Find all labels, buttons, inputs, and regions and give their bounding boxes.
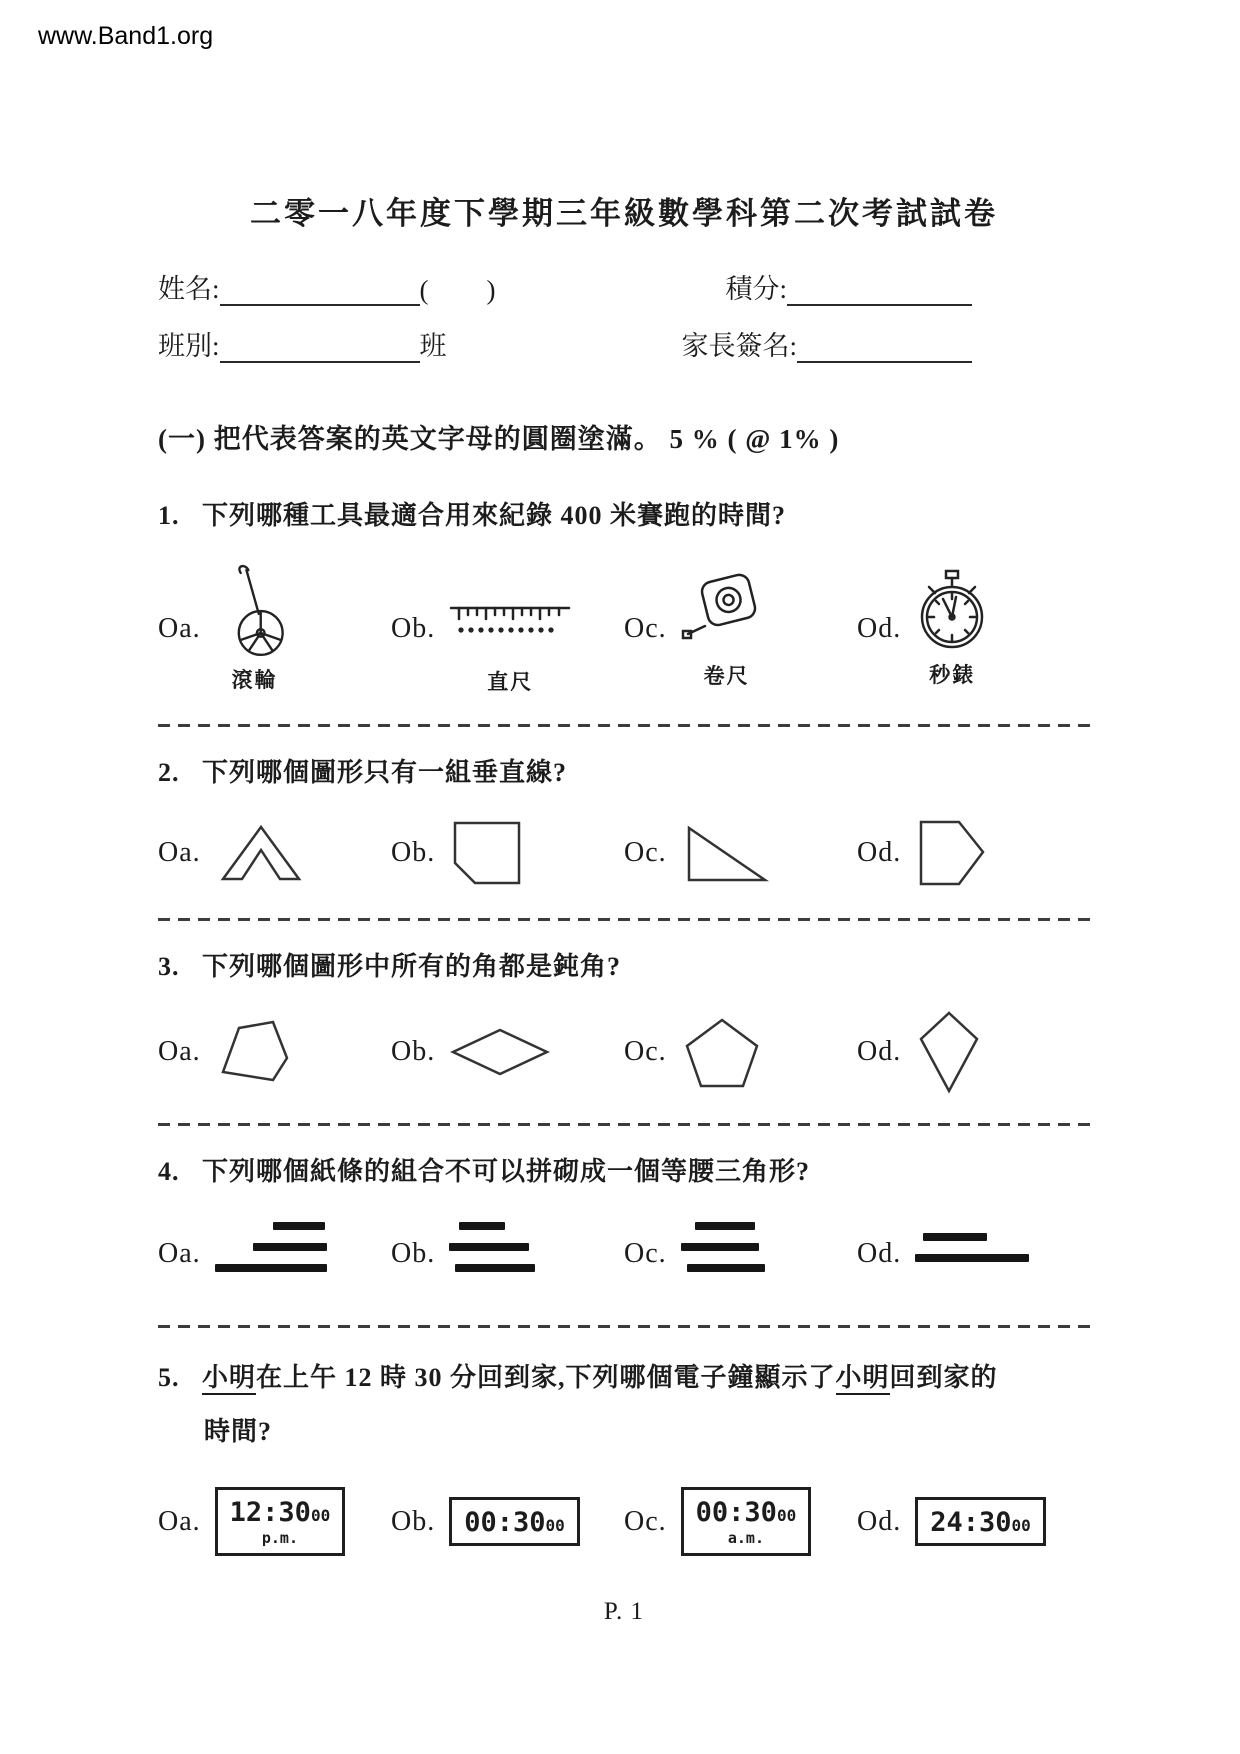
- pointed-pentagon-shape: [915, 816, 989, 890]
- question-5-text-line2: 時間?: [204, 1417, 273, 1447]
- digital-clock: 12:3000 p.m.: [215, 1487, 346, 1557]
- question-1-text: 1. 下列哪種工具最適合用來紀錄 400 米賽跑的時間?: [158, 496, 1090, 536]
- option-bubble-label: Oa.: [158, 1035, 201, 1067]
- tool-caption: 卷尺: [703, 664, 750, 689]
- question-2-text: 2. 下列哪個圖形只有一組垂直線?: [158, 753, 1090, 793]
- stopwatch-icon: [915, 569, 989, 655]
- question-2: [158, 753, 1090, 889]
- question-3: [158, 947, 1090, 1095]
- square-cut-corner-shape: [449, 817, 525, 889]
- question-3-option-c: [624, 1009, 857, 1095]
- exam-title: 二零一八年度下學期三年級數學科第二次考試試卷: [250, 196, 998, 231]
- question-5-option-d: [857, 1497, 1090, 1547]
- option-bubble-label: Od.: [857, 836, 902, 868]
- header-fields: [158, 267, 1090, 363]
- dashed-separator: [158, 1325, 1090, 1328]
- measuring-wheel-icon: [215, 564, 295, 660]
- digital-clock: 00:3000: [449, 1497, 580, 1547]
- paper-strips: [681, 1222, 765, 1285]
- score-blank-line: [787, 280, 972, 306]
- question-4-number: 4.: [158, 1156, 180, 1186]
- question-2-option-d: [857, 816, 1090, 890]
- wide-rhombus-shape: [449, 1024, 551, 1080]
- name-score-row: [158, 267, 1090, 306]
- chevron-shape: [215, 817, 307, 889]
- parent-signature-label: 家長簽名:: [681, 331, 797, 361]
- question-4-text: 4. 下列哪個紙條的組合不可以拼砌成一個等腰三角形?: [158, 1152, 1090, 1192]
- question-1-number: 1.: [158, 501, 180, 530]
- question-4: [158, 1152, 1090, 1285]
- class-number-paren-open: (: [419, 275, 429, 305]
- option-bubble-label: Oa.: [158, 1505, 201, 1537]
- tool-caption: 直尺: [487, 670, 534, 695]
- question-1-option-a: [158, 562, 391, 696]
- question-4-option-d: [857, 1222, 1090, 1285]
- question-5-text: 5. 小明在上午 12 時 30 分回到家,下列哪個電子鐘顯示了小明回到家的: [158, 1358, 1090, 1398]
- option-bubble-label: Oc.: [624, 1237, 667, 1269]
- underlined-name: 小明: [202, 1363, 256, 1395]
- page-number: P. 1: [603, 1598, 645, 1626]
- question-4-options: [158, 1222, 1090, 1285]
- question-1-options: [158, 562, 1090, 696]
- digital-clock: 24:3000: [915, 1497, 1046, 1547]
- option-bubble-label: Od.: [857, 613, 902, 645]
- dashed-separator: [158, 918, 1090, 921]
- question-3-options: [158, 1009, 1090, 1095]
- question-1-option-c: [624, 562, 857, 696]
- question-4-option-a: [158, 1222, 391, 1285]
- question-2-option-c: [624, 816, 857, 890]
- question-4-option-c: [624, 1222, 857, 1285]
- question-3-option-d: [857, 1009, 1090, 1095]
- paper-strips: [215, 1222, 327, 1285]
- option-bubble-label: Oc.: [624, 1505, 667, 1537]
- dashed-separator: [158, 724, 1090, 727]
- question-2-number: 2.: [158, 758, 180, 788]
- tool-caption: 秒錶: [929, 663, 976, 688]
- question-5-option-b: [391, 1497, 624, 1547]
- question-2-options: [158, 816, 1090, 890]
- question-5: [158, 1358, 1090, 1556]
- clock-meridiem: a.m.: [727, 1529, 764, 1548]
- class-suffix: 班: [419, 331, 447, 361]
- dashed-separator: [158, 1123, 1090, 1126]
- question-1: [158, 496, 1090, 696]
- option-bubble-label: Oa.: [158, 836, 201, 868]
- question-4-option-b: [391, 1222, 624, 1285]
- question-3-option-a: [158, 1009, 391, 1095]
- class-number-paren-close: ): [486, 275, 496, 305]
- option-bubble-label: Od.: [857, 1237, 902, 1269]
- option-bubble-label: Oc.: [624, 613, 667, 645]
- name-blank-line: [220, 280, 420, 306]
- irregular-pentagon-shape: [215, 1016, 299, 1088]
- tape-measure-icon: [681, 568, 773, 656]
- question-3-option-b: [391, 1009, 624, 1095]
- pentagon-shape: [681, 1014, 763, 1090]
- question-2-option-b: [391, 816, 624, 890]
- class-signature-row: [158, 324, 1090, 363]
- clock-meridiem: p.m.: [261, 1529, 298, 1548]
- option-bubble-label: Ob.: [391, 613, 436, 645]
- site-watermark: www.Band1.org: [38, 22, 214, 50]
- paper-strips: [915, 1233, 1029, 1275]
- question-2-option-a: [158, 816, 391, 890]
- option-bubble-label: Od.: [857, 1035, 902, 1067]
- ruler-icon: [449, 602, 571, 642]
- kite-shape: [915, 1009, 983, 1095]
- option-bubble-label: Ob.: [391, 1035, 436, 1067]
- name-label: 姓名:: [158, 274, 220, 304]
- parent-signature-blank-line: [797, 337, 972, 363]
- tool-caption: 滾輪: [231, 668, 278, 693]
- option-bubble-label: Oa.: [158, 1237, 201, 1269]
- question-5-option-a: [158, 1487, 391, 1557]
- option-bubble-label: Oa.: [158, 613, 201, 645]
- question-1-option-d: [857, 562, 1090, 696]
- option-bubble-label: Oc.: [624, 1035, 667, 1067]
- question-5-options: [158, 1487, 1090, 1557]
- question-5-option-c: [624, 1487, 857, 1557]
- question-1-option-b: [391, 562, 624, 696]
- question-5-number: 5.: [158, 1363, 180, 1393]
- class-label: 班別:: [158, 331, 220, 361]
- right-triangle-shape: [681, 820, 771, 886]
- paper-strips: [449, 1222, 535, 1285]
- option-bubble-label: Od.: [857, 1505, 902, 1537]
- option-bubble-label: Ob.: [391, 1237, 436, 1269]
- class-blank-line: [220, 337, 420, 363]
- option-bubble-label: Oc.: [624, 836, 667, 868]
- underlined-name: 小明: [836, 1363, 890, 1395]
- digital-clock: 00:3000 a.m.: [681, 1487, 812, 1557]
- question-3-text: 3. 下列哪個圖形中所有的角都是鈍角?: [158, 947, 1090, 987]
- option-bubble-label: Ob.: [391, 1505, 436, 1537]
- question-3-number: 3.: [158, 951, 180, 981]
- option-bubble-label: Ob.: [391, 836, 436, 868]
- score-label: 積分:: [725, 274, 787, 304]
- section-one-heading: (一) 把代表答案的英文字母的圓圈塗滿。 5 % ( @ 1% ): [158, 424, 840, 454]
